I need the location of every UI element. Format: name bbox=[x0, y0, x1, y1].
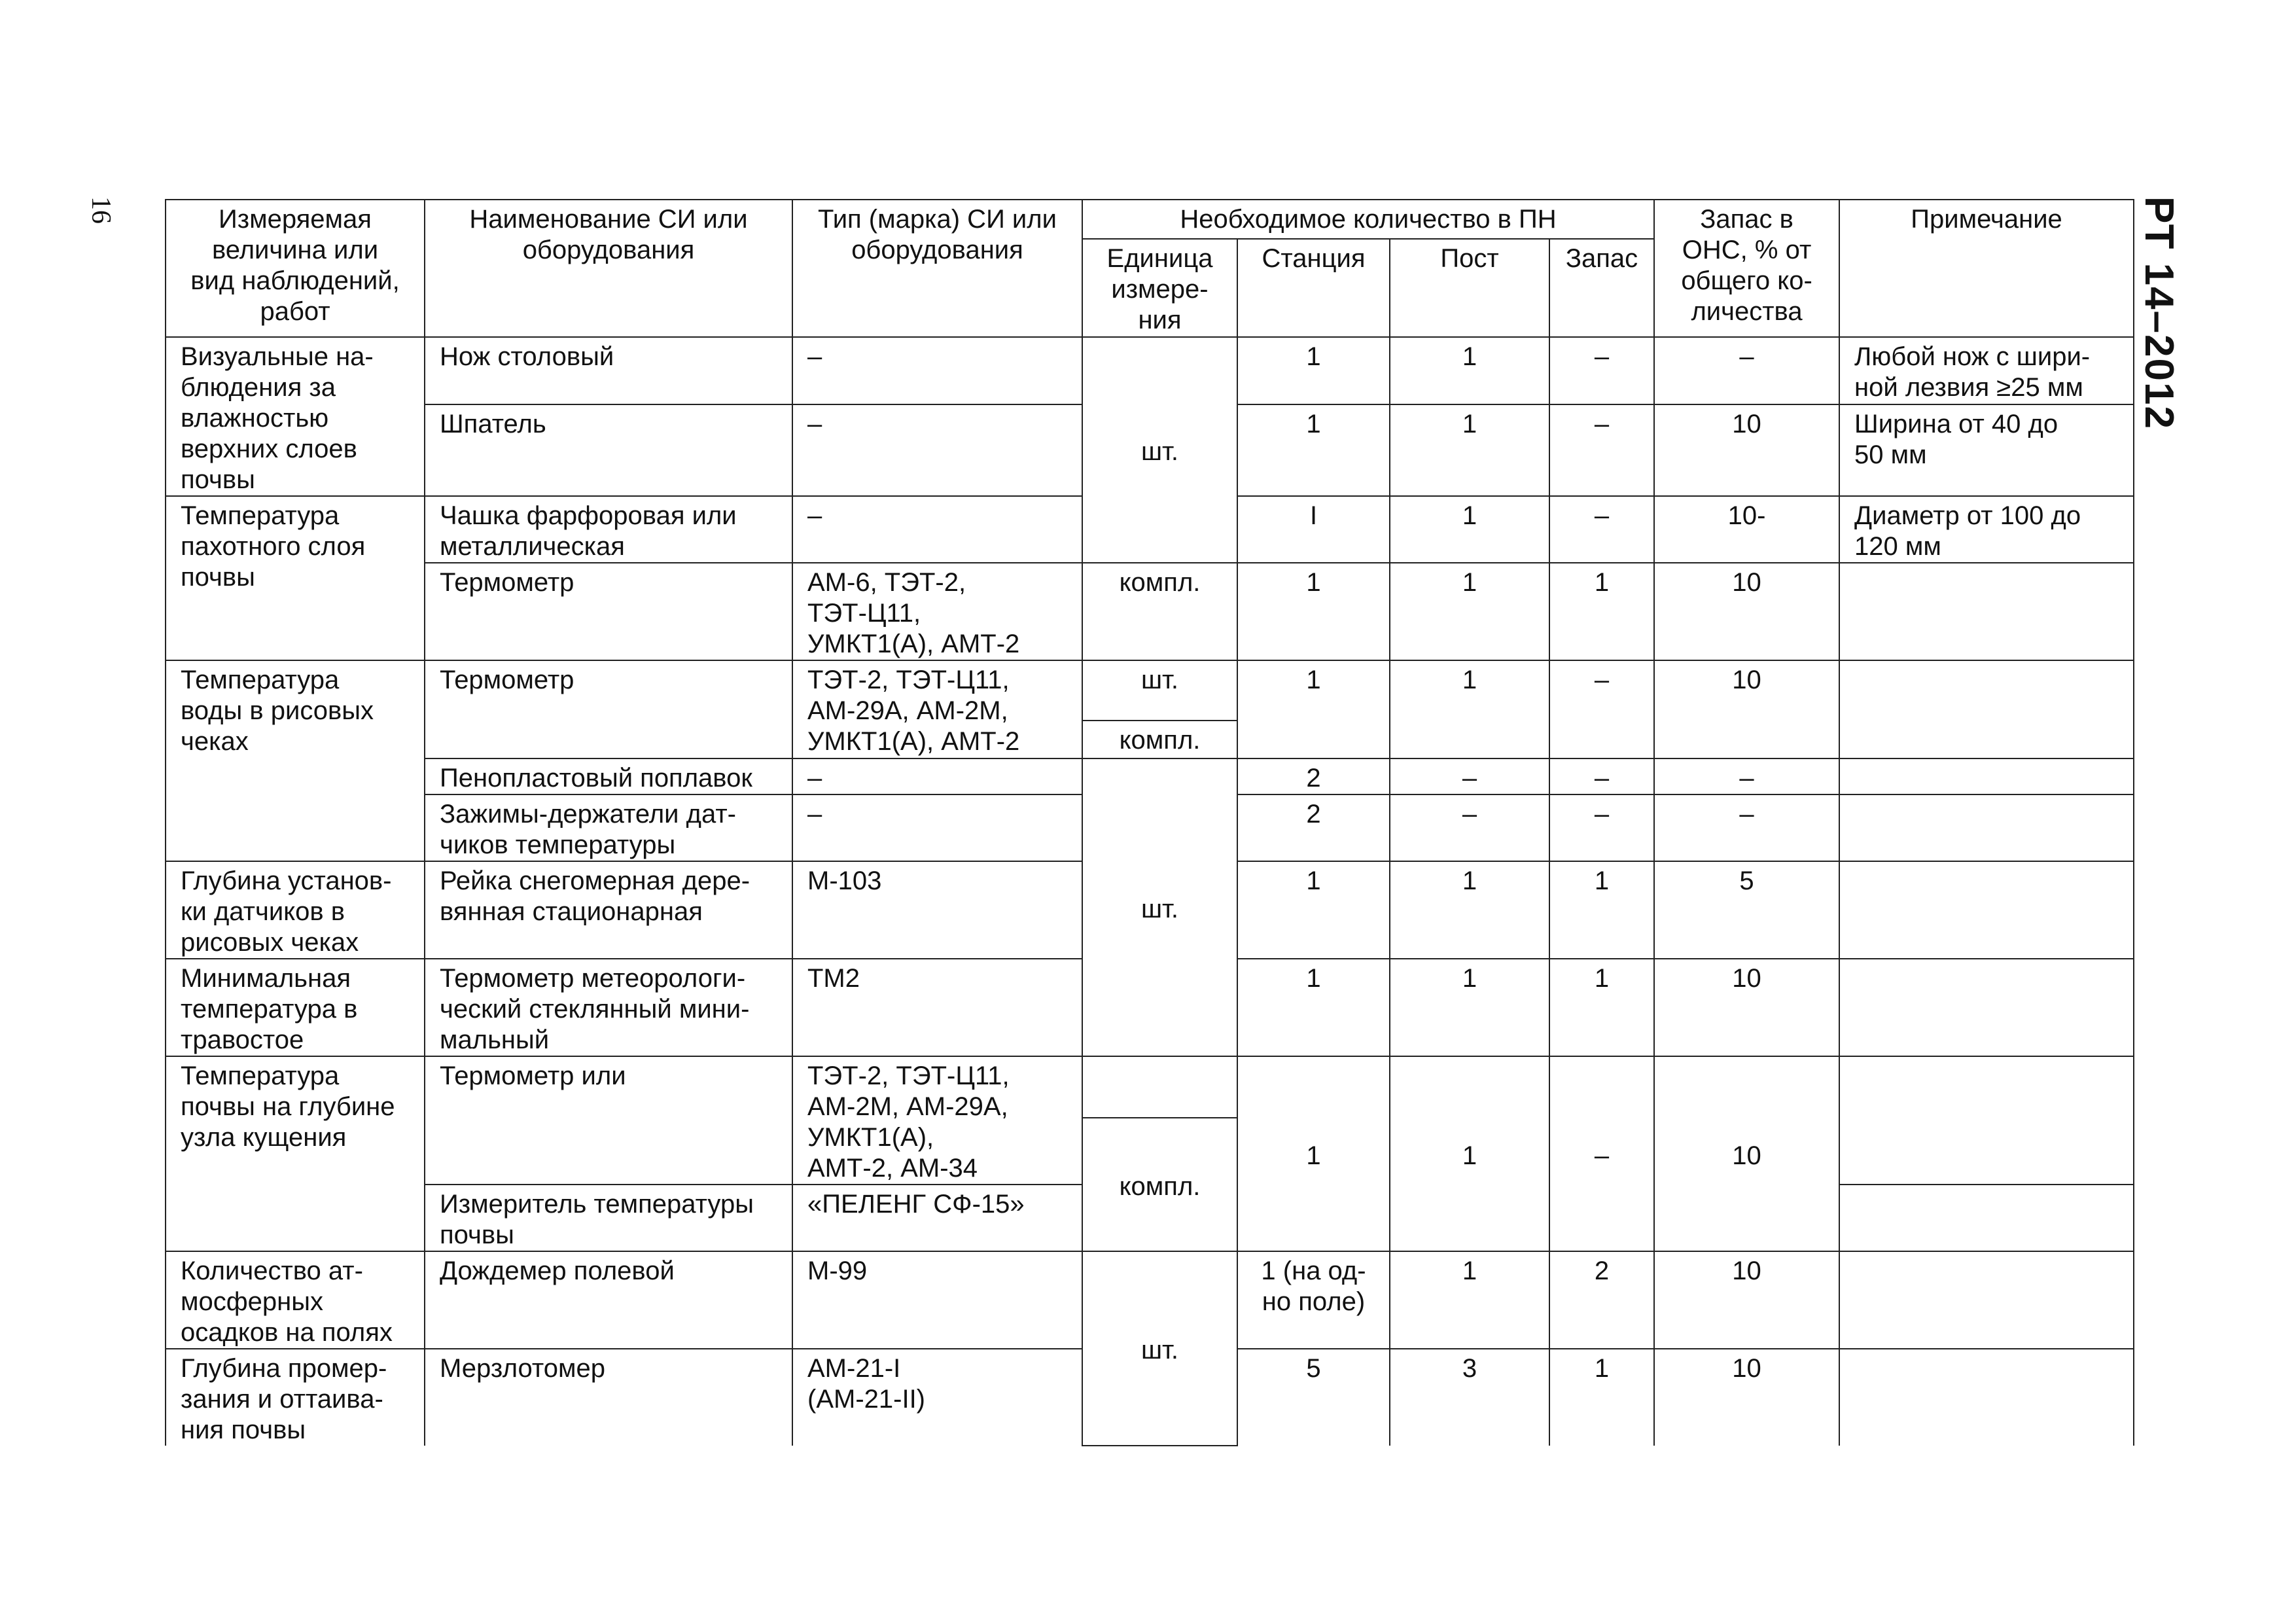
note-cell bbox=[1839, 660, 2134, 758]
ons-cell: – bbox=[1654, 794, 1839, 861]
note-cell bbox=[1839, 563, 2134, 660]
type-cell: ТЭТ-2, ТЭТ-Ц11, АМ-29А, АМ-2М, УМКТ1(А), АМТ-2 bbox=[792, 660, 1082, 758]
reserve-cell: 1 bbox=[1549, 563, 1654, 660]
quantity-cell: Температура почвы на глубине узла кущения bbox=[166, 1056, 425, 1251]
table-row bbox=[166, 660, 2134, 721]
name-cell: Зажимы-держатели дат- чиков температуры bbox=[425, 794, 792, 861]
type-cell: М-99 bbox=[792, 1251, 1082, 1349]
header-reserve: Запас bbox=[1549, 239, 1654, 337]
reserve-cell: – bbox=[1549, 1056, 1654, 1251]
station-cell: 1 bbox=[1237, 959, 1390, 1056]
station-cell: 1 bbox=[1237, 337, 1390, 404]
table-row bbox=[166, 1251, 2134, 1349]
post-cell: 1 bbox=[1390, 861, 1549, 959]
unit-cell: компл. bbox=[1082, 721, 1237, 758]
reserve-cell: – bbox=[1549, 660, 1654, 758]
note-cell bbox=[1839, 1056, 2134, 1185]
ons-cell: 10 bbox=[1654, 1349, 1839, 1446]
post-cell: 1 bbox=[1390, 660, 1549, 758]
table-row bbox=[166, 758, 2134, 794]
unit-cell bbox=[1082, 1056, 1237, 1118]
header-ons: Запас в ОНС, % от общего ко- личества bbox=[1654, 200, 1839, 337]
post-cell: – bbox=[1390, 758, 1549, 794]
quantity-cell: Температура воды в рисовых чеках bbox=[166, 660, 425, 861]
type-cell: – bbox=[792, 794, 1082, 861]
name-cell: Мерзлотомер bbox=[425, 1349, 792, 1446]
post-cell: 1 bbox=[1390, 337, 1549, 404]
name-cell: Нож столовый bbox=[425, 337, 792, 404]
type-cell: – bbox=[792, 758, 1082, 794]
equipment-table bbox=[165, 199, 2134, 1446]
unit-cell: шт. bbox=[1082, 660, 1237, 721]
station-cell: 1 bbox=[1237, 660, 1390, 758]
station-cell: 1 bbox=[1237, 861, 1390, 959]
reserve-cell: – bbox=[1549, 404, 1654, 496]
unit-cell: шт. bbox=[1082, 758, 1237, 1056]
quantity-cell: Визуальные на- блюдения за влажностью верхних слоев почвы bbox=[166, 337, 425, 496]
type-cell: АМ-21-I (АМ-21-II) bbox=[792, 1349, 1082, 1446]
note-cell bbox=[1839, 1349, 2134, 1446]
header-note: Примечание bbox=[1839, 200, 2134, 337]
reserve-cell: – bbox=[1549, 758, 1654, 794]
header-type: Тип (марка) СИ или оборудования bbox=[792, 200, 1082, 337]
header-required: Необходимое количество в ПН bbox=[1082, 200, 1654, 239]
note-cell bbox=[1839, 1251, 2134, 1349]
post-cell: 1 bbox=[1390, 1056, 1549, 1251]
table-row bbox=[166, 337, 2134, 404]
post-cell: 1 bbox=[1390, 563, 1549, 660]
type-cell: ТМ2 bbox=[792, 959, 1082, 1056]
type-cell: «ПЕЛЕНГ СФ-15» bbox=[792, 1185, 1082, 1251]
name-cell: Термометр или bbox=[425, 1056, 792, 1185]
ons-cell: 10 bbox=[1654, 1251, 1839, 1349]
post-cell: 3 bbox=[1390, 1349, 1549, 1446]
quantity-cell: Глубина установ- ки датчиков в рисовых чеках bbox=[166, 861, 425, 959]
ons-cell: 10 bbox=[1654, 1056, 1839, 1251]
post-cell: – bbox=[1390, 794, 1549, 861]
name-cell: Термометр bbox=[425, 563, 792, 660]
unit-cell: шт. bbox=[1082, 337, 1237, 563]
station-cell: 5 bbox=[1237, 1349, 1390, 1446]
header-station: Станция bbox=[1237, 239, 1390, 337]
type-cell: ТЭТ-2, ТЭТ-Ц11, АМ-2М, АМ-29А, УМКТ1(А), АМТ-2, АМ-34 bbox=[792, 1056, 1082, 1185]
header-post: Пост bbox=[1390, 239, 1549, 337]
header-quantity: Измеряемая величина или вид наблюдений, работ bbox=[166, 200, 425, 337]
reserve-cell: 1 bbox=[1549, 959, 1654, 1056]
name-cell: Термометр bbox=[425, 660, 792, 758]
unit-cell: компл. bbox=[1082, 563, 1237, 660]
post-cell: 1 bbox=[1390, 1251, 1549, 1349]
ons-cell: 10 bbox=[1654, 660, 1839, 758]
station-cell: 2 bbox=[1237, 794, 1390, 861]
page-number: 16 bbox=[86, 196, 116, 224]
quantity-cell: Температура пахотного слоя почвы bbox=[166, 496, 425, 660]
reserve-cell: – bbox=[1549, 337, 1654, 404]
station-cell: 1 (на од- но поле) bbox=[1237, 1251, 1390, 1349]
reserve-cell: 1 bbox=[1549, 1349, 1654, 1446]
ons-cell: – bbox=[1654, 758, 1839, 794]
quantity-cell: Глубина промер- зания и оттаива- ния почвы bbox=[166, 1349, 425, 1446]
reserve-cell: 1 bbox=[1549, 861, 1654, 959]
station-cell: 1 bbox=[1237, 1056, 1390, 1251]
note-cell bbox=[1839, 794, 2134, 861]
document-code: РТ 14–2012 bbox=[2136, 196, 2181, 431]
type-cell: – bbox=[792, 337, 1082, 404]
note-cell bbox=[1839, 758, 2134, 794]
name-cell: Чашка фарфоровая или металлическая bbox=[425, 496, 792, 563]
ons-cell: 10 bbox=[1654, 404, 1839, 496]
ons-cell: – bbox=[1654, 337, 1839, 404]
name-cell: Шпатель bbox=[425, 404, 792, 496]
note-cell: Любой нож с шири- ной лезвия ≥25 мм bbox=[1839, 337, 2134, 404]
type-cell: М-103 bbox=[792, 861, 1082, 959]
station-cell: 1 bbox=[1237, 563, 1390, 660]
quantity-cell: Минимальная температура в травостое bbox=[166, 959, 425, 1056]
ons-cell: 10 bbox=[1654, 563, 1839, 660]
unit-cell: компл. bbox=[1082, 1118, 1237, 1251]
station-cell: 2 bbox=[1237, 758, 1390, 794]
header-row bbox=[166, 200, 2134, 239]
post-cell: 1 bbox=[1390, 959, 1549, 1056]
name-cell: Измеритель температуры почвы bbox=[425, 1185, 792, 1251]
name-cell: Дождемер полевой bbox=[425, 1251, 792, 1349]
name-cell: Термометр метеорологи- ческий стеклянный мини- мальный bbox=[425, 959, 792, 1056]
post-cell: 1 bbox=[1390, 404, 1549, 496]
type-cell: – bbox=[792, 496, 1082, 563]
header-name: Наименование СИ или оборудования bbox=[425, 200, 792, 337]
note-cell: Ширина от 40 до 50 мм bbox=[1839, 404, 2134, 496]
quantity-cell: Количество ат- мосферных осадков на полях bbox=[166, 1251, 425, 1349]
name-cell: Пенопластовый поплавок bbox=[425, 758, 792, 794]
post-cell: 1 bbox=[1390, 496, 1549, 563]
station-cell: 1 bbox=[1237, 404, 1390, 496]
reserve-cell: – bbox=[1549, 496, 1654, 563]
table-row bbox=[166, 1056, 2134, 1118]
note-cell: Диаметр от 100 до 120 мм bbox=[1839, 496, 2134, 563]
type-cell: АМ-6, ТЭТ-2, ТЭТ-Ц11, УМКТ1(А), АМТ-2 bbox=[792, 563, 1082, 660]
type-cell: – bbox=[792, 404, 1082, 496]
ons-cell: 10 bbox=[1654, 959, 1839, 1056]
name-cell: Рейка снегомерная дере- вянная стационарная bbox=[425, 861, 792, 959]
note-cell bbox=[1839, 1185, 2134, 1251]
station-cell: I bbox=[1237, 496, 1390, 563]
header-unit: Единица измере- ния bbox=[1082, 239, 1237, 337]
note-cell bbox=[1839, 959, 2134, 1056]
reserve-cell: – bbox=[1549, 794, 1654, 861]
ons-cell: 5 bbox=[1654, 861, 1839, 959]
unit-cell: шт. bbox=[1082, 1251, 1237, 1446]
ons-cell: 10- bbox=[1654, 496, 1839, 563]
reserve-cell: 2 bbox=[1549, 1251, 1654, 1349]
note-cell bbox=[1839, 861, 2134, 959]
